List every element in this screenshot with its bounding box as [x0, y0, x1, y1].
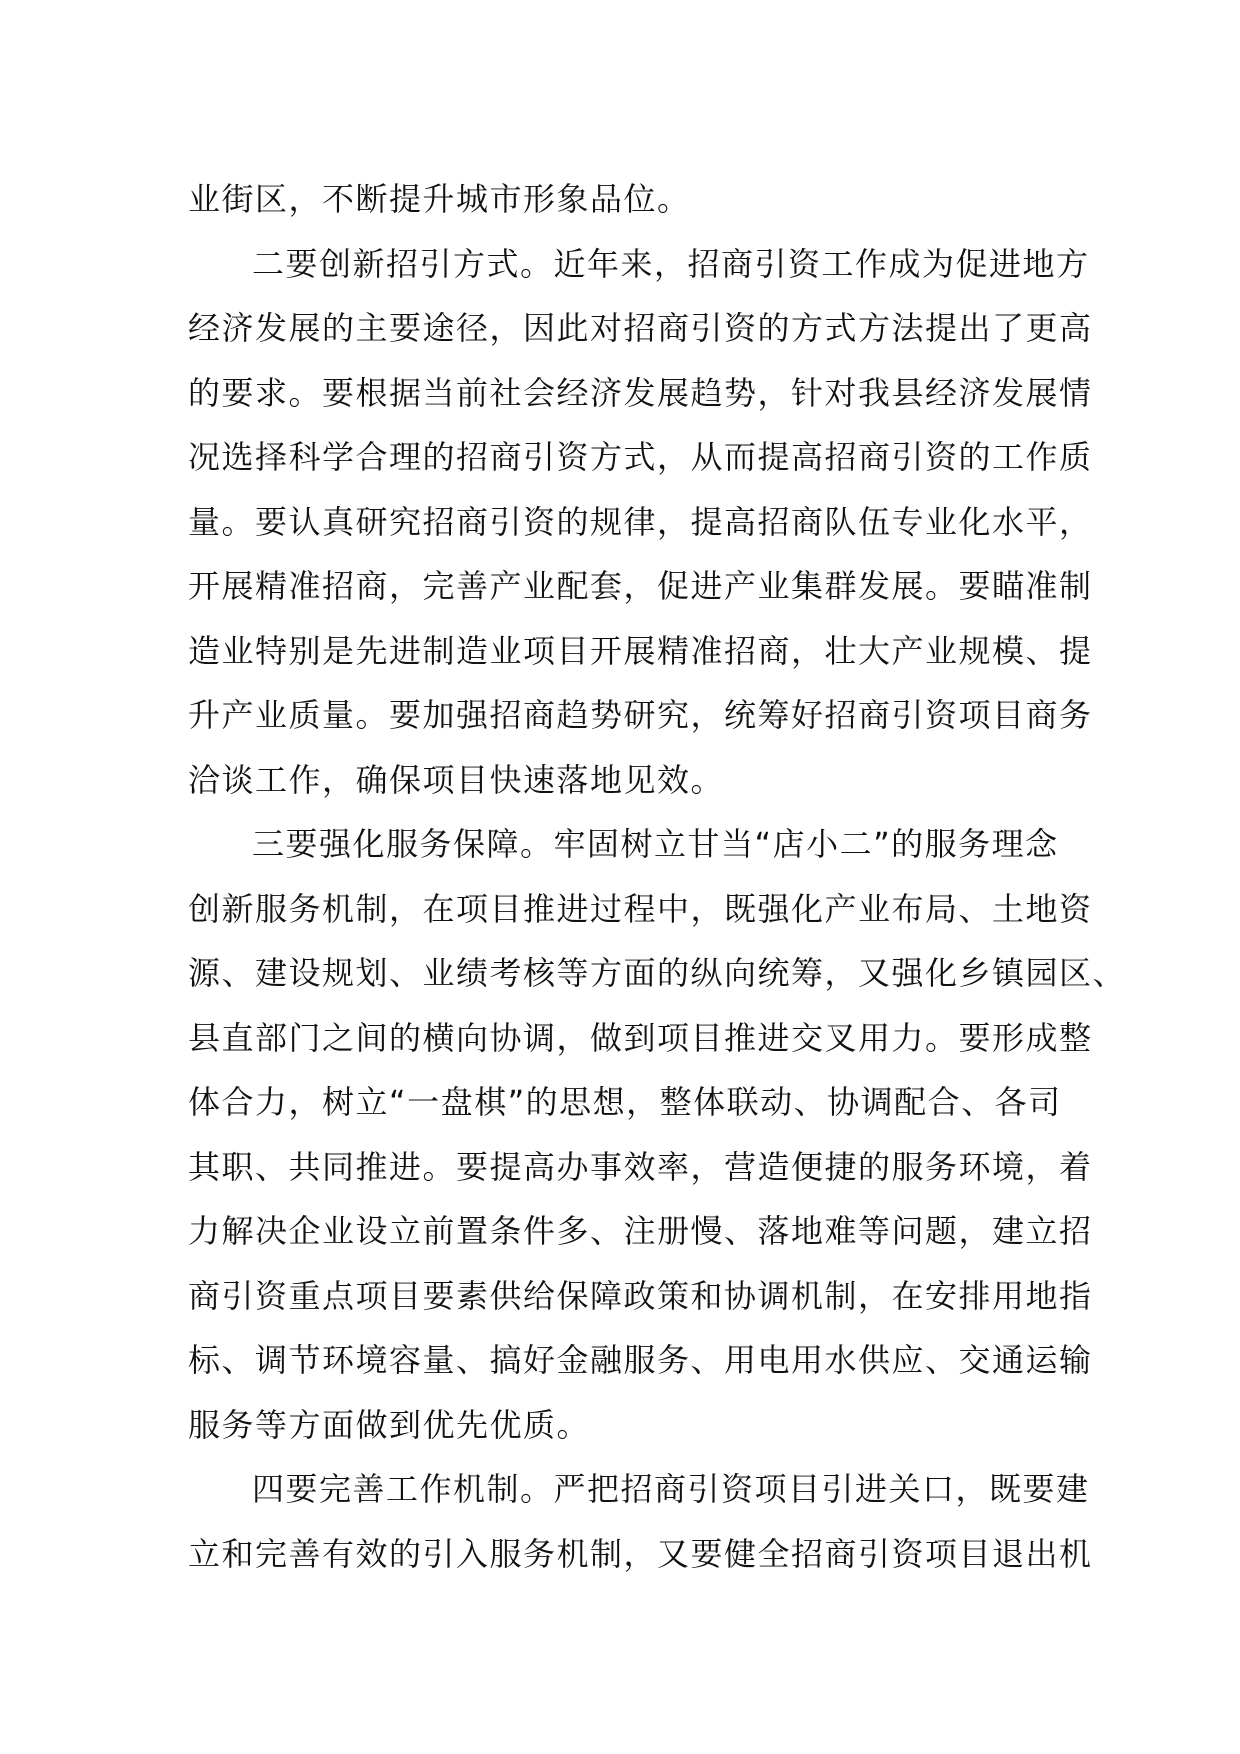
text-line: 洽谈工作，确保项目快速落地见效。 [188, 760, 725, 799]
text-line: 升产业质量。要加强招商趋势研究，统筹好招商引资项目商务 [188, 696, 1093, 734]
text-line: 况选择科学合理的招商引资方式，从而提高招商引资的工作质 [188, 438, 1093, 476]
paragraph-start-line: 二要创新招引方式。近年来，招商引资工作成为促进地方 [252, 244, 1090, 283]
paragraph-start-line: 三要强化服务保障。牢固树立甘当“店小二”的服务理念 [252, 825, 1059, 863]
text-line: 其职、共同推进。要提高办事效率，营造便捷的服务环境，着 [188, 1147, 1093, 1186]
text-line: 业街区，不断提升城市形象品位。 [188, 180, 691, 218]
text-line: 力解决企业设立前置条件多、注册慢、落地难等问题，建立招 [188, 1212, 1093, 1250]
body-text [188, 167, 1127, 1586]
text-line: 立和完善有效的引入服务机制，又要健全招商引资项目退出机 [188, 1534, 1093, 1573]
text-line: 标、调节环境容量、搞好金融服务、用电用水供应、交通运输 [188, 1341, 1093, 1379]
paragraph-start-line: 四要完善工作机制。严把招商引资项目引进关口，既要建 [252, 1470, 1090, 1508]
text-line: 县直部门之间的横向协调，做到项目推进交叉用力。要形成整 [188, 1018, 1093, 1057]
text-line: 体合力，树立“一盘棋”的思想，整体联动、协调配合、各司 [188, 1083, 1062, 1121]
text-line: 开展精准招商，完善产业配套，促进产业集群发展。要瞄准制 [188, 567, 1093, 605]
text-line: 的要求。要根据当前社会经济发展趋势，针对我县经济发展情 [188, 373, 1093, 412]
text-line: 经济发展的主要途径，因此对招商引资的方式方法提出了更高 [188, 309, 1093, 347]
text-line: 服务等方面做到优先优质。 [188, 1405, 591, 1444]
text-line: 源、建设规划、业绩考核等方面的纵向统筹，又强化乡镇园区、 [188, 954, 1127, 992]
text-line: 造业特别是先进制造业项目开展精准招商，壮大产业规模、提 [188, 631, 1093, 670]
text-line: 商引资重点项目要素供给保障政策和协调机制，在安排用地指 [188, 1276, 1093, 1315]
text-line: 量。要认真研究招商引资的规律，提高招商队伍专业化水平， [188, 502, 1093, 541]
text-line: 创新服务机制，在项目推进过程中，既强化产业布局、土地资 [188, 889, 1093, 928]
